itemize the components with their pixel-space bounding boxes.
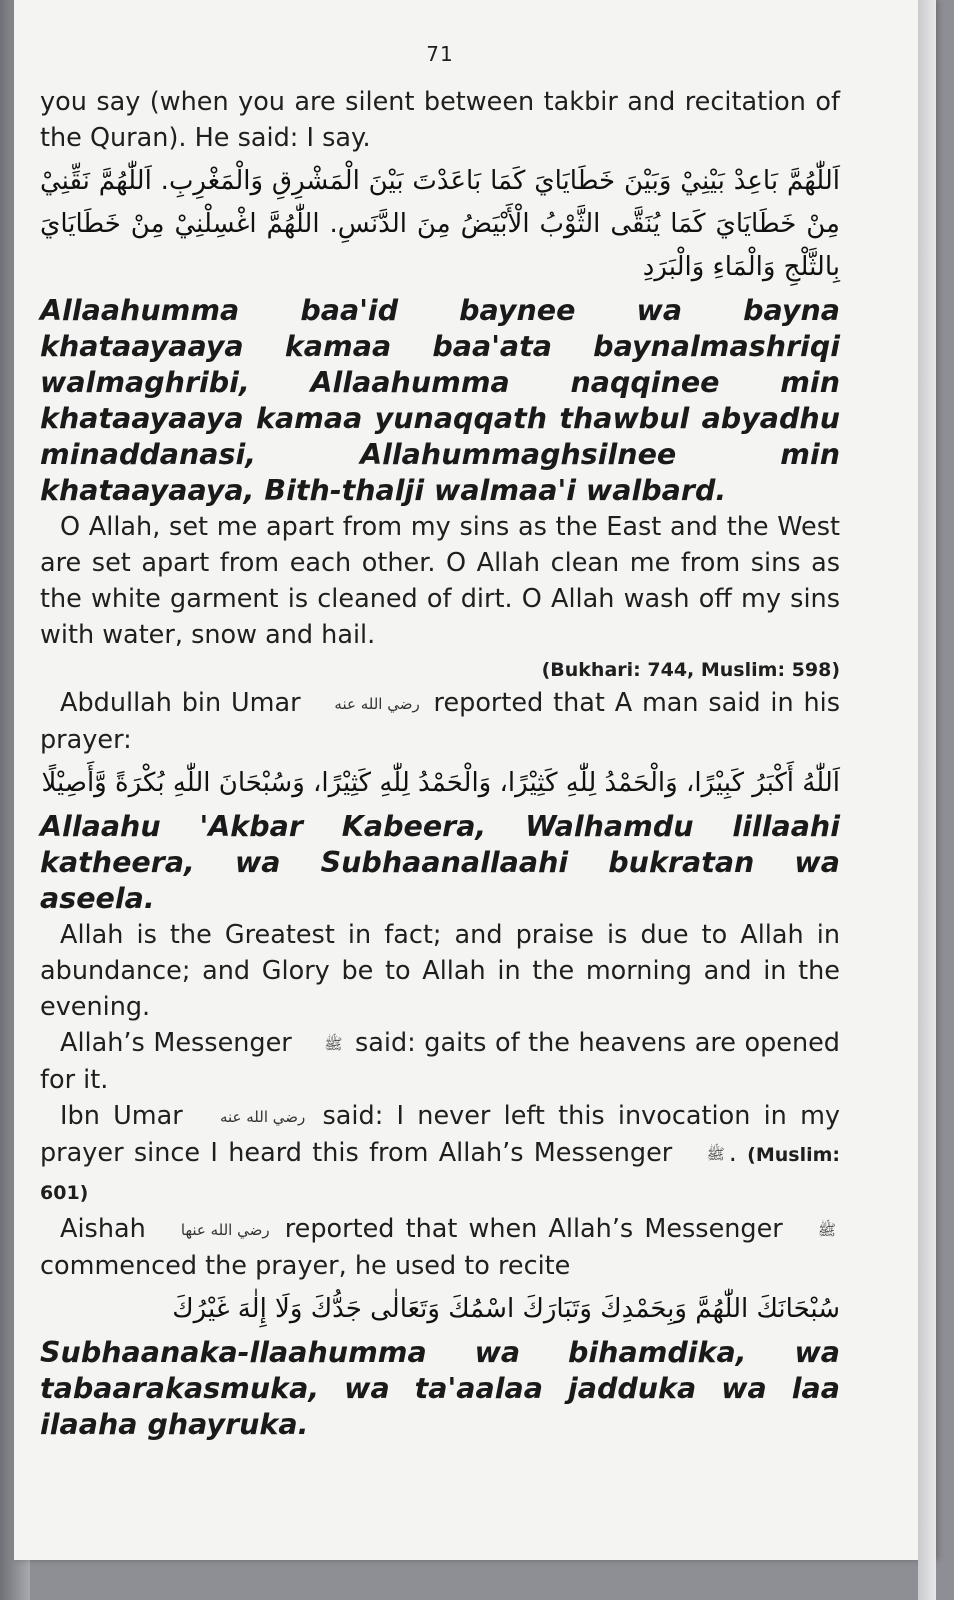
paragraph-aishah	[40, 1211, 840, 1284]
book-page	[14, 0, 936, 1560]
dua-arabic-3: سُبْحَانَكَ اللّٰهُمَّ وَبِحَمْدِكَ وَتَبَارَكَ اسْمُكَ وَتَعَالٰى جَدُّكَ وَلَا إِلٰهَ غَيْرُكَ	[172, 1294, 840, 1324]
page-content	[40, 42, 840, 1443]
honorific-icon: رضي الله عنه	[219, 1108, 306, 1126]
text-reported: reported that A man said in his prayer:	[40, 688, 840, 755]
transliteration-1-end: khataayaaya, Bith-thalji walmaa'i walbard.	[40, 474, 727, 507]
dua-transliteration-3: Subhaanaka-llaahumma wa bihamdika, wa tabaarakasmuka, wa ta'aalaa jadduka wa laa ilaaha ghayruka.	[40, 1336, 840, 1441]
paragraph-intro: you say (when you are silent between takbir and recitation of the Quran). He said: I say.	[40, 87, 840, 153]
reference-2: (Muslim: 601)	[40, 1144, 840, 1204]
reference-1: (Bukhari: 744, Muslim: 598)	[541, 659, 840, 681]
dua-translation-2: Allah is the Greatest in fact; and praise is due to Allah in abundance; and Glory be to Allah in the morning and in the evening.	[40, 920, 840, 1022]
text-aishah: Aishah	[60, 1214, 146, 1244]
text-gates: said: gaits of the heavens are opened for it.	[40, 1028, 840, 1095]
text-period: .	[728, 1138, 737, 1168]
text-messenger: Allah’s Messenger	[60, 1028, 292, 1058]
text-abdullah: Abdullah bin Umar	[60, 688, 301, 718]
text-commenced: commenced the prayer, he used to recite	[40, 1251, 571, 1281]
text-never-left: said: I never left this invocation in my prayer since I heard this from Allah’s Messenger	[40, 1101, 841, 1168]
salawat-icon: ﷺ	[324, 1035, 343, 1053]
paragraph-abdullah	[40, 685, 840, 758]
dua-transliteration-1	[40, 293, 840, 509]
text-ibn-umar: Ibn Umar	[60, 1101, 183, 1131]
page-edge	[918, 0, 936, 1600]
page-number: 71	[426, 42, 454, 66]
dua-transliteration-2: Allaahu 'Akbar Kabeera, Walhamdu lillaahi katheera, wa Subhaanallaahi bukratan wa aseela.	[40, 810, 840, 915]
text-reported-when: reported that when Allah’s Messenger	[284, 1214, 783, 1244]
salawat-icon: ﷺ	[817, 1221, 837, 1239]
paragraph-ibn-umar	[40, 1098, 840, 1211]
salawat-icon: ﷺ	[706, 1145, 725, 1163]
paragraph-messenger	[40, 1025, 840, 1098]
honorific-icon: رضي الله عنه	[334, 695, 420, 713]
dua-translation-1: O Allah, set me apart from my sins as the East and the West are set apart from each other. O Allah clean me from sins as the white garment is cleaned of dirt. O Allah wash off my sins with water, snow and hail.	[40, 512, 840, 650]
honorific-icon: رضي الله عنها	[180, 1221, 270, 1239]
dua-arabic-2: اَللّٰهُ أَكْبَرُ كَبِيْرًا، وَالْحَمْدُ لِلّٰهِ كَثِيْرًا، وَالْحَمْدُ لِلّٰهِ كَثِيْرًا، وَسُبْحَانَ اللّٰهِ بُكْرَةً وَّأَصِيْلًا	[41, 768, 840, 798]
transliteration-1-main: Allaahumma baa'id baynee wa bayna khataayaaya kamaa baa'ata baynalmashriqi walmaghribi, Allaahumma naqqinee min khataayaaya kamaa yunaqqath thawbul abyadhu minaddanasi, Allahummaghsilnee min	[40, 294, 840, 471]
dua-arabic-1: اَللّٰهُمَّ بَاعِدْ بَيْنِيْ وَبَيْنَ خَطَايَايَ كَمَا بَاعَدْتَ بَيْنَ الْمَشْرِقِ وَالْمَغْرِبِ. اَللّٰهُمَّ نَقِّنِيْ مِنْ خَطَايَايَ كَمَا يُنَقَّى الثَّوْبُ الْأَبْيَضُ مِنَ الدَّنَسِ. اللّٰهُمَّ اغْسِلْنِيْ مِنْ خَطَايَايَ بِالثَّلْجِ وَالْمَاءِ وَالْبَرَدِ	[40, 166, 840, 282]
